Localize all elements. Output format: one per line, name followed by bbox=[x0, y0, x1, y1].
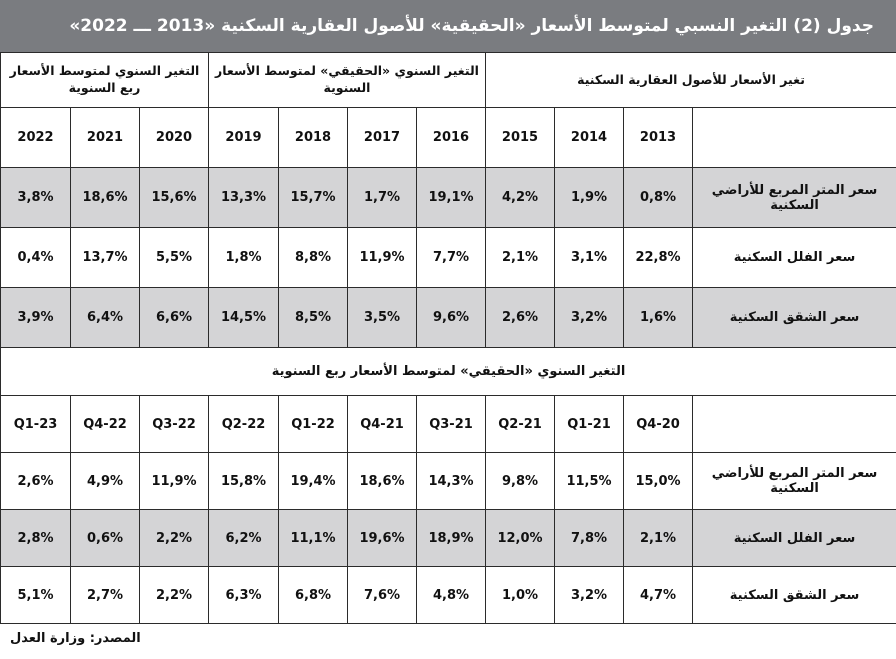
row-label: سعر المتر المربع للأراضي السكنية bbox=[693, 168, 896, 228]
table-cell: 11,1% bbox=[279, 510, 348, 567]
table-row bbox=[1, 453, 896, 510]
table-cell: 19,4% bbox=[279, 453, 348, 510]
table-cell: 3,5% bbox=[348, 288, 417, 348]
table-cell: 6,8% bbox=[279, 567, 348, 624]
table-cell: 19,6% bbox=[348, 510, 417, 567]
row-label: سعر الشقق السكنية bbox=[693, 567, 896, 624]
table-cell: 1,9% bbox=[555, 168, 624, 228]
year-header: 2017 bbox=[348, 108, 417, 168]
table-cell: 7,6% bbox=[348, 567, 417, 624]
quarter-header: 20-Q4 bbox=[624, 396, 693, 453]
table-cell: 13,7% bbox=[71, 228, 140, 288]
table-cell: 2,1% bbox=[624, 510, 693, 567]
quarter-header: 22-Q4 bbox=[71, 396, 140, 453]
table-cell: 12,0% bbox=[486, 510, 555, 567]
table-cell: 6,2% bbox=[209, 510, 279, 567]
source-note: المصدر: وزارة العدل bbox=[10, 631, 141, 646]
table-cell: 5,1% bbox=[1, 567, 71, 624]
group-header-quarterly-avg: التغير السنوي لمتوسط الأسعار ربع السنوية bbox=[1, 53, 209, 108]
table-cell: 15,6% bbox=[140, 168, 209, 228]
year-header: 2022 bbox=[1, 108, 71, 168]
table-cell: 5,5% bbox=[140, 228, 209, 288]
table-cell: 2,1% bbox=[486, 228, 555, 288]
quarters-header-row bbox=[1, 396, 896, 453]
year-header: 2014 bbox=[555, 108, 624, 168]
table-cell: 2,6% bbox=[486, 288, 555, 348]
table-cell: 6,3% bbox=[209, 567, 279, 624]
row-label: سعر الفلل السكنية bbox=[693, 228, 896, 288]
quarter-header: 21-Q1 bbox=[555, 396, 624, 453]
table-cell: 15,7% bbox=[279, 168, 348, 228]
quarter-header: 21-Q3 bbox=[417, 396, 486, 453]
table-cell: 22,8% bbox=[624, 228, 693, 288]
table-cell: 3,2% bbox=[555, 288, 624, 348]
table-cell: 14,5% bbox=[209, 288, 279, 348]
row-label: سعر المتر المربع للأراضي السكنية bbox=[693, 453, 896, 510]
table-title: جدول (2) التغير النسبي لمتوسط الأسعار «الحقيقية» للأصول العقارية السكنية «2013 ـــ 2022» bbox=[0, 0, 896, 52]
quarter-header: 22-Q1 bbox=[279, 396, 348, 453]
table-cell: 6,4% bbox=[71, 288, 140, 348]
section-header-row bbox=[1, 348, 896, 396]
table-cell: 8,8% bbox=[279, 228, 348, 288]
empty-corner-cell bbox=[693, 108, 896, 168]
table-cell: 4,7% bbox=[624, 567, 693, 624]
table-cell: 0,6% bbox=[71, 510, 140, 567]
quarterly-section-title: التغير السنوي «الحقيقي» لمتوسط الأسعار ربع السنوية bbox=[1, 348, 896, 396]
table-cell: 18,6% bbox=[71, 168, 140, 228]
table-cell: 13,3% bbox=[209, 168, 279, 228]
table-cell: 2,6% bbox=[1, 453, 71, 510]
table-cell: 9,8% bbox=[486, 453, 555, 510]
quarter-header: 22-Q3 bbox=[140, 396, 209, 453]
table-cell: 19,1% bbox=[417, 168, 486, 228]
table-cell: 3,1% bbox=[555, 228, 624, 288]
table-cell: 15,8% bbox=[209, 453, 279, 510]
price-change-table bbox=[0, 52, 896, 624]
table-cell: 0,4% bbox=[1, 228, 71, 288]
table-cell: 4,8% bbox=[417, 567, 486, 624]
table-cell: 7,8% bbox=[555, 510, 624, 567]
table-cell: 2,2% bbox=[140, 510, 209, 567]
table-cell: 2,2% bbox=[140, 567, 209, 624]
row-label: سعر الفلل السكنية bbox=[693, 510, 896, 567]
year-header: 2013 bbox=[624, 108, 693, 168]
year-header: 2020 bbox=[140, 108, 209, 168]
table-cell: 11,9% bbox=[348, 228, 417, 288]
table-cell: 2,8% bbox=[1, 510, 71, 567]
table-cell: 0,8% bbox=[624, 168, 693, 228]
table-cell: 11,9% bbox=[140, 453, 209, 510]
table-cell: 3,8% bbox=[1, 168, 71, 228]
table-row bbox=[1, 168, 896, 228]
quarter-header: 21-Q2 bbox=[486, 396, 555, 453]
table-cell: 1,0% bbox=[486, 567, 555, 624]
table-cell: 3,2% bbox=[555, 567, 624, 624]
table-cell: 1,7% bbox=[348, 168, 417, 228]
table-cell: 15,0% bbox=[624, 453, 693, 510]
group-header-row bbox=[1, 53, 896, 108]
year-header: 2015 bbox=[486, 108, 555, 168]
quarter-header: 23-Q1 bbox=[1, 396, 71, 453]
table-cell: 1,8% bbox=[209, 228, 279, 288]
table-cell: 9,6% bbox=[417, 288, 486, 348]
year-header: 2019 bbox=[209, 108, 279, 168]
empty-corner-cell bbox=[693, 396, 896, 453]
table-row bbox=[1, 510, 896, 567]
table-cell: 18,6% bbox=[348, 453, 417, 510]
table-cell: 2,7% bbox=[71, 567, 140, 624]
year-header: 2021 bbox=[71, 108, 140, 168]
table-cell: 8,5% bbox=[279, 288, 348, 348]
table-row bbox=[1, 567, 896, 624]
table-cell: 4,2% bbox=[486, 168, 555, 228]
group-header-asset-prices: تغير الأسعار للأصول العقارية السكنية bbox=[486, 53, 896, 108]
group-header-annual-real: التغير السنوي «الحقيقي» لمتوسط الأسعار السنوية bbox=[209, 53, 486, 108]
year-header: 2016 bbox=[417, 108, 486, 168]
quarter-header: 21-Q4 bbox=[348, 396, 417, 453]
table-row bbox=[1, 288, 896, 348]
table-cell: 11,5% bbox=[555, 453, 624, 510]
table-cell: 3,9% bbox=[1, 288, 71, 348]
table-row bbox=[1, 228, 896, 288]
year-header: 2018 bbox=[279, 108, 348, 168]
table-cell: 18,9% bbox=[417, 510, 486, 567]
table-cell: 7,7% bbox=[417, 228, 486, 288]
table-cell: 4,9% bbox=[71, 453, 140, 510]
table-cell: 1,6% bbox=[624, 288, 693, 348]
quarter-header: 22-Q2 bbox=[209, 396, 279, 453]
table-cell: 14,3% bbox=[417, 453, 486, 510]
table-cell: 6,6% bbox=[140, 288, 209, 348]
years-header-row bbox=[1, 108, 896, 168]
row-label: سعر الشقق السكنية bbox=[693, 288, 896, 348]
